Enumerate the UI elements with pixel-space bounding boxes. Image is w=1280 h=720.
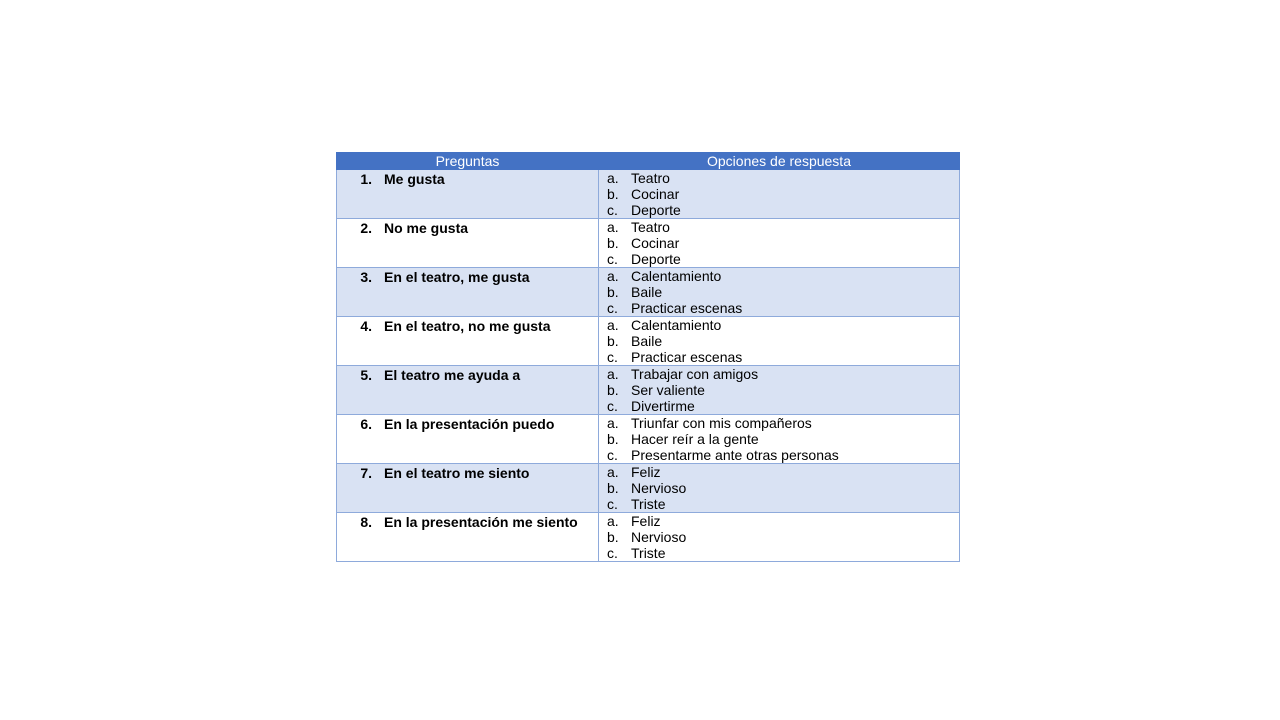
answer-option [599, 415, 959, 431]
question-number: 5. [360, 367, 372, 383]
answer-option [599, 496, 959, 512]
option-letter: c. [607, 447, 618, 463]
question-cell [337, 415, 599, 464]
question-cell [337, 268, 599, 317]
answer-option [599, 529, 959, 545]
option-text: Nervioso [631, 529, 687, 545]
options-cell [599, 219, 960, 268]
option-text: Triunfar con mis compañeros [631, 415, 812, 431]
option-letter: c. [607, 545, 618, 561]
question-text: En la presentación puedo [384, 416, 555, 432]
option-text: Baile [631, 284, 663, 300]
table-row [337, 366, 960, 415]
option-letter: a. [607, 317, 619, 333]
question [337, 170, 598, 187]
option-text: Teatro [631, 170, 670, 186]
option-letter: b. [607, 480, 619, 496]
options-list [599, 415, 959, 463]
question-text: El teatro me ayuda a [384, 367, 521, 383]
options-list [599, 366, 959, 414]
option-text: Trabajar con amigos [631, 366, 759, 382]
option-text: Hacer reír a la gente [631, 431, 759, 447]
answer-option [599, 464, 959, 480]
option-letter: c. [607, 251, 618, 267]
answer-option [599, 447, 959, 463]
question-cell [337, 366, 599, 415]
question-text: No me gusta [384, 220, 469, 236]
table-row [337, 268, 960, 317]
options-cell [599, 366, 960, 415]
question [337, 219, 598, 236]
option-letter: c. [607, 398, 618, 414]
option-text: Teatro [631, 219, 670, 235]
option-text: Triste [631, 545, 666, 561]
question-cell [337, 317, 599, 366]
options-list [599, 513, 959, 561]
option-letter: c. [607, 300, 618, 316]
option-letter: b. [607, 284, 619, 300]
answer-option [599, 480, 959, 496]
question-text: Me gusta [384, 171, 445, 187]
question-text: En la presentación me siento [384, 514, 578, 530]
options-list [599, 219, 959, 267]
option-letter: b. [607, 235, 619, 251]
option-letter: b. [607, 333, 619, 349]
answer-option [599, 251, 959, 267]
answer-option [599, 333, 959, 349]
header-questions: Preguntas [337, 153, 599, 170]
header-options: Opciones de respuesta [599, 153, 960, 170]
options-cell [599, 513, 960, 562]
table-row [337, 170, 960, 219]
option-text: Deporte [631, 202, 681, 218]
option-letter: a. [607, 513, 619, 529]
question [337, 317, 598, 334]
options-list [599, 317, 959, 365]
options-cell [599, 464, 960, 513]
options-cell [599, 415, 960, 464]
answer-option [599, 235, 959, 251]
option-letter: b. [607, 382, 619, 398]
answer-option [599, 382, 959, 398]
answer-option [599, 219, 959, 235]
question-number: 1. [360, 171, 372, 187]
option-text: Practicar escenas [631, 300, 743, 316]
question-cell [337, 513, 599, 562]
option-text: Cocinar [631, 235, 680, 251]
answer-option [599, 170, 959, 186]
option-text: Calentamiento [631, 268, 722, 284]
question-cell [337, 170, 599, 219]
question-number: 7. [360, 465, 372, 481]
answer-option [599, 349, 959, 365]
option-letter: a. [607, 170, 619, 186]
options-cell [599, 268, 960, 317]
question [337, 366, 598, 383]
question-number: 2. [360, 220, 372, 236]
option-text: Nervioso [631, 480, 687, 496]
question [337, 513, 598, 530]
answer-option [599, 431, 959, 447]
option-letter: b. [607, 431, 619, 447]
option-letter: c. [607, 202, 618, 218]
option-letter: a. [607, 219, 619, 235]
question-text: En el teatro me siento [384, 465, 530, 481]
table-row [337, 415, 960, 464]
answer-option [599, 300, 959, 316]
answer-option [599, 398, 959, 414]
question [337, 415, 598, 432]
option-text: Deporte [631, 251, 681, 267]
answer-option [599, 268, 959, 284]
options-cell [599, 317, 960, 366]
survey-table [336, 152, 960, 562]
table-body [337, 170, 960, 562]
answer-option [599, 284, 959, 300]
option-letter: a. [607, 464, 619, 480]
question-cell [337, 219, 599, 268]
option-text: Triste [631, 496, 666, 512]
option-text: Calentamiento [631, 317, 722, 333]
option-text: Baile [631, 333, 663, 349]
answer-option [599, 186, 959, 202]
answer-option [599, 317, 959, 333]
options-list [599, 170, 959, 218]
options-cell [599, 170, 960, 219]
answer-option [599, 202, 959, 218]
answer-option [599, 545, 959, 561]
option-text: Cocinar [631, 186, 680, 202]
option-letter: a. [607, 415, 619, 431]
option-letter: b. [607, 529, 619, 545]
question-text: En el teatro, no me gusta [384, 318, 551, 334]
table-row [337, 464, 960, 513]
option-text: Feliz [631, 464, 661, 480]
table-row [337, 513, 960, 562]
answer-option [599, 513, 959, 529]
table-row [337, 317, 960, 366]
question-number: 8. [360, 514, 372, 530]
table-row [337, 219, 960, 268]
option-text: Feliz [631, 513, 661, 529]
question-number: 6. [360, 416, 372, 432]
options-list [599, 268, 959, 316]
option-letter: c. [607, 349, 618, 365]
option-letter: a. [607, 366, 619, 382]
answer-option [599, 366, 959, 382]
option-text: Presentarme ante otras personas [631, 447, 839, 463]
option-text: Practicar escenas [631, 349, 743, 365]
option-letter: c. [607, 496, 618, 512]
option-letter: b. [607, 186, 619, 202]
question-number: 4. [360, 318, 372, 334]
option-letter: a. [607, 268, 619, 284]
table-header-row [337, 153, 960, 170]
option-text: Ser valiente [631, 382, 705, 398]
question-number: 3. [360, 269, 372, 285]
question [337, 268, 598, 285]
question [337, 464, 598, 481]
option-text: Divertirme [631, 398, 695, 414]
question-text: En el teatro, me gusta [384, 269, 530, 285]
options-list [599, 464, 959, 512]
question-cell [337, 464, 599, 513]
